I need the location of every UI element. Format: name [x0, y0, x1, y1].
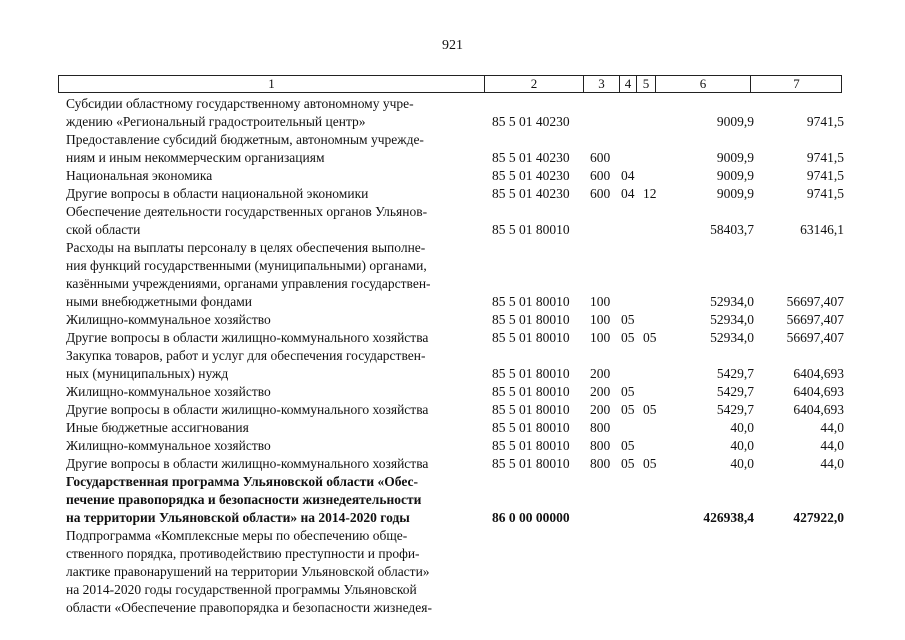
row-expense-type: 200 — [590, 366, 611, 381]
description-line: Национальная экономика — [66, 168, 213, 183]
description-line: на территории Ульяновской области» на 2014-2020 годы — [66, 510, 410, 525]
description-line: ных (муниципальных) нужд — [66, 366, 229, 381]
table-row — [0, 185, 905, 203]
row-amount-col6: 40,0 — [730, 420, 754, 435]
row-amount-col7: 9741,5 — [806, 114, 844, 129]
row-expense-type: 600 — [590, 186, 611, 201]
description-line: Закупка товаров, работ и услуг для обеспечения государствен- — [66, 348, 426, 363]
row-section: 05 — [621, 456, 635, 471]
row-amount-col7: 63146,1 — [800, 222, 844, 237]
table-header — [58, 75, 842, 93]
row-amount-col7: 44,0 — [820, 420, 844, 435]
row-amount-col7: 6404,693 — [793, 366, 844, 381]
row-section: 05 — [621, 384, 635, 399]
table-row — [0, 527, 905, 617]
row-code: 85 5 01 80010 — [492, 330, 570, 345]
row-code: 85 5 01 80010 — [492, 294, 570, 309]
row-subsection: 05 — [643, 330, 657, 345]
description-line: казёнными учреждениями, органами управления государствен- — [66, 276, 431, 291]
header-col-2: 2 — [484, 76, 583, 92]
description-line: Жилищно-коммунальное хозяйство — [66, 312, 271, 327]
table-row — [0, 419, 905, 437]
description-line: ными внебюджетными фондами — [66, 294, 252, 309]
description-line: Субсидии областному государственному автономному учре- — [66, 96, 414, 111]
table-row — [0, 329, 905, 347]
row-amount-col7: 56697,407 — [786, 312, 844, 327]
description-line: Подпрограмма «Комплексные меры по обеспечению обще- — [66, 528, 408, 543]
row-section: 05 — [621, 330, 635, 345]
row-section: 04 — [621, 168, 635, 183]
row-section: 05 — [621, 402, 635, 417]
row-code: 85 5 01 40230 — [492, 168, 570, 183]
row-section: 05 — [621, 312, 635, 327]
row-amount-col6: 40,0 — [730, 438, 754, 453]
row-code: 85 5 01 80010 — [492, 312, 570, 327]
header-col-5: 5 — [636, 76, 655, 92]
row-amount-col6: 426938,4 — [703, 510, 754, 525]
row-code: 85 5 01 40230 — [492, 114, 570, 129]
description-line: Другие вопросы в области национальной экономики — [66, 186, 369, 201]
table-row — [0, 473, 905, 527]
description-line: Государственная программа Ульяновской области «Обес- — [66, 474, 418, 489]
row-expense-type: 200 — [590, 402, 611, 417]
row-section: 05 — [621, 438, 635, 453]
row-amount-col6: 5429,7 — [716, 402, 754, 417]
row-amount-col6: 5429,7 — [716, 384, 754, 399]
page-number: 921 — [442, 38, 463, 53]
row-expense-type: 200 — [590, 384, 611, 399]
row-amount-col7: 44,0 — [820, 456, 844, 471]
row-amount-col6: 9009,9 — [716, 114, 754, 129]
row-amount-col6: 58403,7 — [710, 222, 754, 237]
row-amount-col6: 9009,9 — [716, 168, 754, 183]
description-line: Иные бюджетные ассигнования — [66, 420, 249, 435]
row-amount-col6: 40,0 — [730, 456, 754, 471]
table-row — [0, 167, 905, 185]
table-row — [0, 95, 905, 131]
table-body — [0, 95, 905, 617]
table-row — [0, 203, 905, 239]
row-amount-col6: 9009,9 — [716, 150, 754, 165]
row-code: 85 5 01 40230 — [492, 150, 570, 165]
description-line: Жилищно-коммунальное хозяйство — [66, 438, 271, 453]
row-amount-col7: 427922,0 — [793, 510, 844, 525]
row-expense-type: 800 — [590, 456, 611, 471]
header-col-1: 1 — [268, 76, 275, 91]
row-amount-col7: 9741,5 — [806, 168, 844, 183]
row-code: 85 5 01 80010 — [492, 438, 570, 453]
table-row — [0, 311, 905, 329]
description-line: ниям и иным некоммерческим организациям — [66, 150, 325, 165]
row-code: 86 0 00 00000 — [492, 510, 570, 525]
description-line: Жилищно-коммунальное хозяйство — [66, 384, 271, 399]
header-col-4: 4 — [619, 76, 636, 92]
row-amount-col7: 44,0 — [820, 438, 844, 453]
description-line: области «Обеспечение правопорядка и безопасности жизнедея- — [66, 600, 432, 615]
row-expense-type: 100 — [590, 294, 611, 309]
row-amount-col7: 56697,407 — [786, 294, 844, 309]
row-amount-col6: 9009,9 — [716, 186, 754, 201]
description-line: ской области — [66, 222, 141, 237]
row-code: 85 5 01 80010 — [492, 456, 570, 471]
header-col-6: 6 — [655, 76, 750, 92]
table-row — [0, 455, 905, 473]
table-row — [0, 239, 905, 311]
description-line: Другие вопросы в области жилищно-коммунального хозяйства — [66, 402, 429, 417]
row-amount-col6: 52934,0 — [710, 294, 754, 309]
row-expense-type: 100 — [590, 330, 611, 345]
row-expense-type: 800 — [590, 420, 611, 435]
row-expense-type: 600 — [590, 150, 611, 165]
table-row — [0, 383, 905, 401]
description-line: ждению «Региональный градостроительный центр» — [66, 114, 366, 129]
row-code: 85 5 01 80010 — [492, 384, 570, 399]
row-amount-col7: 9741,5 — [806, 186, 844, 201]
row-amount-col6: 52934,0 — [710, 330, 754, 345]
description-line: печение правопорядка и безопасности жизнедеятельности — [66, 492, 422, 507]
description-line: ния функций государственными (муниципальными) органами, — [66, 258, 427, 273]
row-amount-col7: 56697,407 — [786, 330, 844, 345]
row-expense-type: 600 — [590, 168, 611, 183]
table-row — [0, 131, 905, 167]
row-amount-col7: 6404,693 — [793, 384, 844, 399]
row-amount-col6: 52934,0 — [710, 312, 754, 327]
row-code: 85 5 01 80010 — [492, 402, 570, 417]
description-line: лактике правонарушений на территории Ульяновской области» — [66, 564, 430, 579]
header-col-7: 7 — [750, 76, 842, 92]
row-subsection: 05 — [643, 402, 657, 417]
header-col-3: 3 — [583, 76, 619, 92]
description-line: Обеспечение деятельности государственных органов Ульянов- — [66, 204, 428, 219]
description-line: Предоставление субсидий бюджетным, автономным учрежде- — [66, 132, 424, 147]
description-line: Другие вопросы в области жилищно-коммунального хозяйства — [66, 456, 429, 471]
row-code: 85 5 01 80010 — [492, 222, 570, 237]
row-subsection: 05 — [643, 456, 657, 471]
row-amount-col7: 6404,693 — [793, 402, 844, 417]
row-expense-type: 800 — [590, 438, 611, 453]
description-line: Расходы на выплаты персоналу в целях обеспечения выполне- — [66, 240, 426, 255]
row-amount-col6: 5429,7 — [716, 366, 754, 381]
table-row — [0, 437, 905, 455]
row-subsection: 12 — [643, 186, 657, 201]
description-line: на 2014-2020 годы государственной программы Ульяновской — [66, 582, 417, 597]
row-amount-col7: 9741,5 — [806, 150, 844, 165]
description-line: ственного порядка, противодействию преступности и профи- — [66, 546, 420, 561]
table-row — [0, 401, 905, 419]
row-code: 85 5 01 80010 — [492, 366, 570, 381]
row-code: 85 5 01 40230 — [492, 186, 570, 201]
table-row — [0, 347, 905, 383]
row-section: 04 — [621, 186, 635, 201]
row-code: 85 5 01 80010 — [492, 420, 570, 435]
description-line: Другие вопросы в области жилищно-коммунального хозяйства — [66, 330, 429, 345]
row-expense-type: 100 — [590, 312, 611, 327]
